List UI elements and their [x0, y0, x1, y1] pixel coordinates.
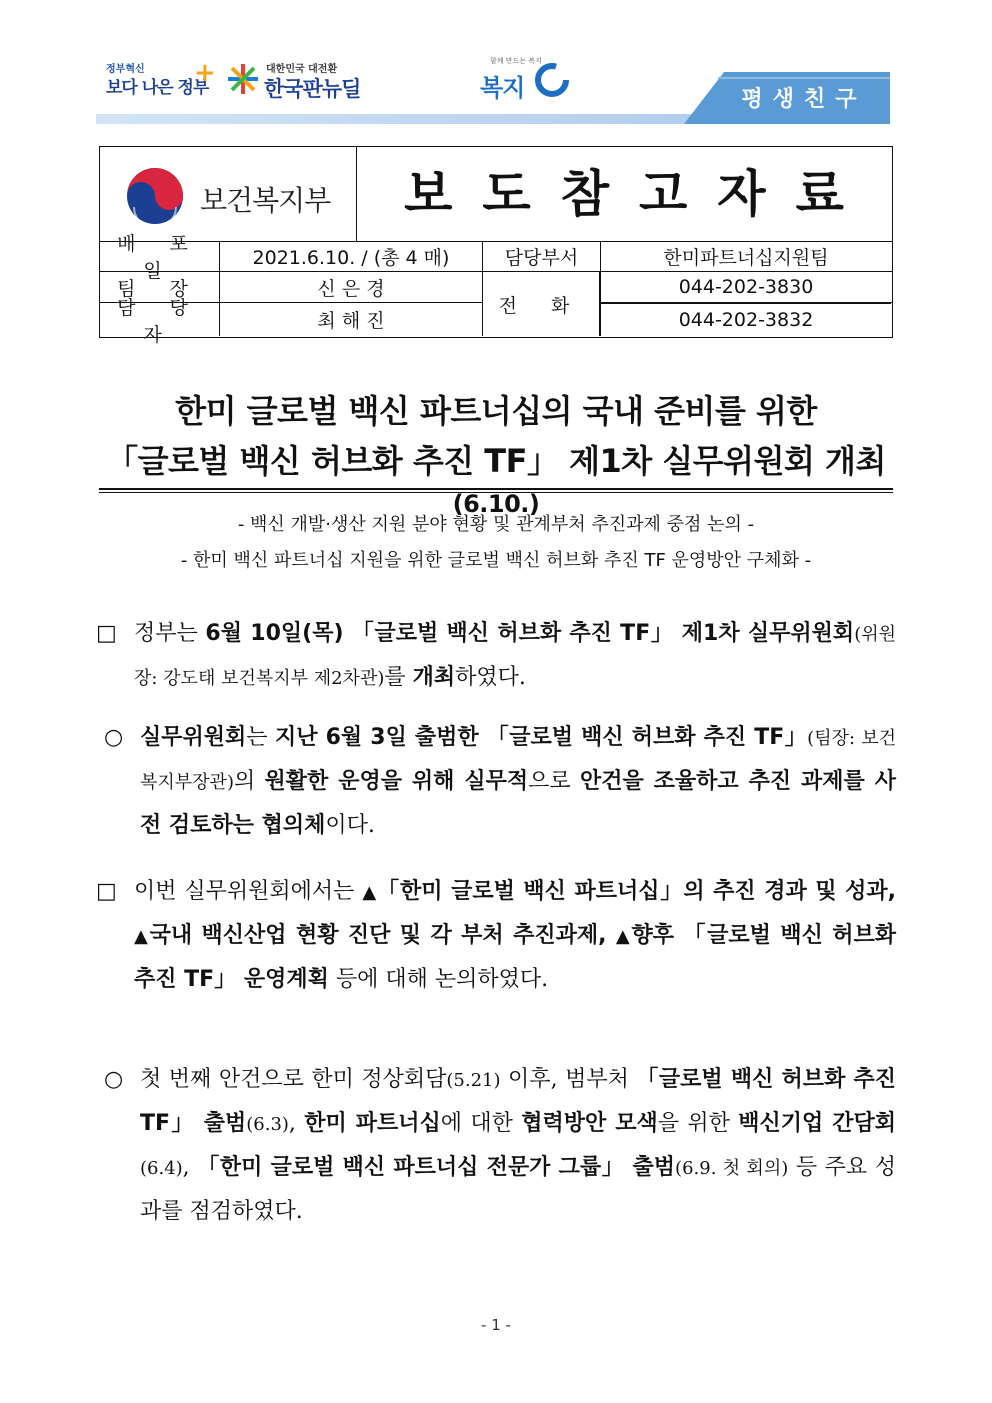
p4-note-b: (5.21): [446, 1070, 501, 1091]
label-phone: 전 화: [482, 272, 600, 336]
taeguk-emblem-icon: [126, 167, 184, 225]
p4-text-c: 이후, 범부처: [500, 1067, 637, 1092]
p3-bold-c: 국내 백신산업 현황 진단 및 각 부처 추진과제,: [149, 923, 616, 948]
subtitle-2: - 한미 백신 파트너십 지원을 위한 글로벌 백신 허브화 추진 TF 운영방안 구체화 -: [180, 550, 812, 571]
gov-logo-small-text: 정부혁신: [106, 64, 145, 75]
p1-text-f: 하였다.: [455, 665, 526, 690]
box-bullet: □: [96, 621, 117, 646]
header-top-row: [100, 147, 892, 242]
p1-note: (위원장: 강도태 보건복지부 제2차관): [134, 624, 896, 689]
p3-text-a: 이번 실무위원회에서는: [134, 879, 363, 904]
p3-bold-d: 향후 「글로벌 백신 허브화 추진 TF」 운영계획: [134, 923, 897, 992]
p4-text-p: 등 주요 성과를 점검하였다.: [140, 1155, 896, 1224]
bokji-ro-logo: [480, 54, 590, 110]
korean-new-deal-logo: [226, 58, 376, 110]
label-date: 배 포 일: [117, 233, 202, 282]
plus-icon: +: [194, 58, 216, 88]
new-deal-star-icon: [226, 62, 260, 96]
p1-bold-b: 6월 10일(목) 「글로벌 백신 허브화 추진 TF」 제1차 실무위원회: [205, 621, 855, 646]
p4-bold-d: 「글로벌 백신 허브화 추진 TF」 출범: [140, 1067, 897, 1136]
document-type-title: 보도참고자료: [404, 165, 874, 223]
p4-bold-g: 한미 파트너십: [304, 1111, 441, 1136]
label-dept: 담당부서: [482, 241, 600, 271]
paragraph-2: [140, 716, 896, 847]
value-phone-2: 044-202-3832: [600, 303, 891, 336]
p2-bold-f: 원활한 운영을 위해 실무적: [264, 769, 529, 794]
gov-innovation-logo: [106, 60, 214, 108]
p2-text-g: 으로: [528, 769, 580, 794]
gov-logo-text: 보다 나은 정부: [106, 78, 209, 98]
p4-note-l: (6.4): [140, 1158, 183, 1179]
p4-bold-i: 협력방안 모색: [521, 1111, 658, 1136]
page-number: - 1 -: [481, 1316, 511, 1334]
title-main: 「글로벌 백신 허브화 추진 TF」 제1차 실무위원회 개최: [106, 442, 886, 480]
bokji-ring-icon: [534, 62, 570, 98]
bokji-small-text: 함께 만드는 복지: [490, 57, 542, 65]
p4-text-j: 을 위한: [657, 1111, 739, 1136]
p4-bold-k: 백신기업 간담회: [738, 1111, 897, 1136]
value-phone-1: 044-202-3830: [600, 272, 891, 302]
paragraph-3: [134, 870, 896, 1001]
p2-bold-h: 안건을 조율하고 추진 과제를 사전 검토하는 협의체: [140, 769, 897, 838]
p2-text-i: 이다.: [325, 813, 375, 838]
lifelong-friend-badge: [684, 72, 890, 124]
triangle-icon-3: ▲: [615, 926, 632, 947]
p1-text-d: 를: [384, 665, 413, 690]
p1-bold-e: 개최: [412, 665, 456, 690]
p4-bold-n: 「한미 글로벌 백신 파트너십 전문가 그룹」 출범: [197, 1155, 676, 1180]
p4-text-f: ,: [288, 1111, 305, 1136]
title-double-rule: [99, 488, 893, 493]
header-row-date: [100, 233, 892, 282]
p4-note-e: (6.3): [246, 1114, 289, 1135]
p2-bold-c: 지난 6월 3일 출범한 「글로벌 백신 허브화 추진 TF」: [274, 725, 808, 750]
title-line-2: [96, 436, 896, 520]
label-lead: 팀 장: [117, 277, 202, 300]
title-line-1: 한미 글로벌 백신 파트너십의 국내 준비를 위한: [175, 392, 817, 430]
badge-text: 평생친구: [741, 87, 867, 112]
circle-bullet: ○: [104, 725, 124, 750]
p3-text-e: 등에 대해 논의하였다.: [328, 967, 549, 992]
p4-text-a: 첫 번째 안건으로 한미 정상회담: [140, 1067, 447, 1092]
circle-bullet-2: ○: [104, 1067, 124, 1092]
ministry-name: 보건복지부: [200, 184, 331, 217]
new-deal-small-text: 대한민국 대전환: [266, 64, 338, 75]
p2-text-e: 의: [233, 769, 265, 794]
value-lead: 신 은 경: [219, 272, 482, 302]
p2-text-b: 는: [246, 725, 275, 750]
p4-text-m: ,: [182, 1155, 198, 1180]
p4-text-h: 에 대한: [440, 1111, 522, 1136]
triangle-icon-2: ▲: [134, 926, 150, 947]
paragraph-4: [140, 1058, 896, 1233]
p4-note-o: (6.9. 첫 회의): [675, 1158, 789, 1179]
box-bullet-2: □: [96, 879, 117, 904]
subtitle-1: - 백신 개발·생산 지원 분야 현황 및 관계부처 추진과제 중점 논의 -: [237, 514, 755, 535]
value-contact: 최 해 진: [219, 303, 482, 336]
bokji-text: 복지: [480, 74, 525, 102]
label-contact: 담 당 자: [117, 296, 202, 346]
paragraph-1: [134, 612, 896, 700]
triangle-icon: ▲: [362, 882, 378, 903]
title-date: (6.10.): [452, 490, 540, 518]
new-deal-text: 한국판뉴딜: [264, 77, 361, 101]
p2-bold-a: 실무위원회: [140, 725, 247, 750]
p3-bold-b: 「한미 글로벌 백신 파트너십」의 추진 경과 및 성과,: [377, 879, 897, 904]
p1-text-a: 정부는: [134, 621, 206, 646]
value-dept: 한미파트너십지원팀: [600, 241, 891, 271]
p2-note: (팀장: 보건복지부장관): [140, 728, 896, 793]
logo-band: [96, 40, 890, 124]
value-date: 2021.6.10. / (총 4 매): [219, 241, 482, 271]
press-header-table: [99, 146, 893, 346]
ministry-logo-cell: [100, 147, 357, 241]
